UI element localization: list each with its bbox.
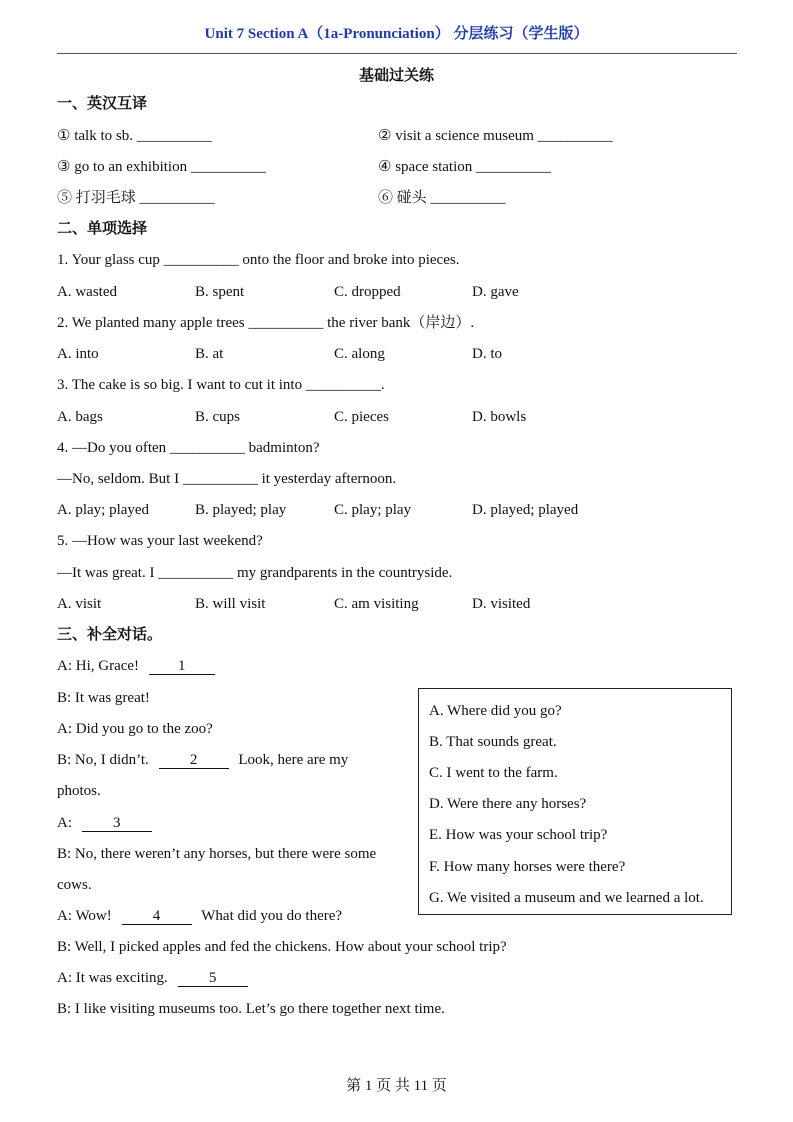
choice-e: E. How was your school trip?	[429, 827, 608, 843]
dialogue-line-12: B: I like visiting museums too. Let’s go there together next time.	[57, 1001, 445, 1017]
question-5-option-c[interactable]: C. am visiting	[334, 596, 419, 612]
dialogue-text: A: Wow!	[57, 908, 112, 924]
translate-item-5: ⑤ 打羽毛球 __________	[57, 190, 215, 206]
question-5-option-d[interactable]: D. visited	[472, 596, 531, 612]
question-4-option-b[interactable]: B. played; play	[195, 502, 287, 518]
section2-heading: 二、单项选择	[57, 221, 148, 237]
question-3-option-b[interactable]: B. cups	[195, 409, 240, 425]
answer-blank-4[interactable]: 4	[122, 908, 192, 925]
question-2-option-b[interactable]: B. at	[195, 346, 224, 362]
question-4-option-a[interactable]: A. play; played	[57, 502, 150, 518]
question-5-stem-reply: —It was great. I __________ my grandparents in the countryside.	[57, 565, 453, 581]
choice-f: F. How many horses were there?	[429, 859, 626, 875]
question-4-stem-reply: —No, seldom. But I __________ it yesterday afternoon.	[57, 471, 397, 487]
section1-heading: 一、英汉互译	[57, 96, 148, 112]
dialogue-text: A: Hi, Grace!	[57, 658, 140, 674]
dialogue-text: Look, here are my	[238, 752, 349, 768]
question-5-option-b[interactable]: B. will visit	[195, 596, 266, 612]
translate-item-6: ⑥ 碰头 __________	[378, 190, 506, 206]
question-1-stem: 1. Your glass cup __________ onto the floor and broke into pieces.	[57, 252, 460, 268]
choices-box	[418, 688, 732, 915]
dialogue-text: A:	[57, 815, 72, 831]
question-4-option-c[interactable]: C. play; play	[334, 502, 412, 518]
dialogue-line-2: B: It was great!	[57, 690, 150, 706]
dialogue-line-7: B: No, there weren’t any horses, but there were some	[57, 846, 377, 862]
document-header: Unit 7 Section A（1a-Pronunciation） 分层练习（学生版）	[204, 26, 589, 42]
choice-a: A. Where did you go?	[429, 703, 562, 719]
question-2-option-a[interactable]: A. into	[57, 346, 99, 362]
question-4-option-d[interactable]: D. played; played	[472, 502, 579, 518]
question-5-stem: 5. —How was your last weekend?	[57, 533, 263, 549]
question-3-option-d[interactable]: D. bowls	[472, 409, 527, 425]
choice-b: B. That sounds great.	[429, 734, 557, 750]
page-title: 基础过关练	[358, 68, 434, 84]
dialogue-line-10: B: Well, I picked apples and fed the chickens. How about your school trip?	[57, 939, 507, 955]
dialogue-line-1	[57, 656, 215, 676]
dialogue-line-9	[57, 906, 342, 926]
choice-c: C. I went to the farm.	[429, 765, 558, 781]
dialogue-line-11	[57, 968, 248, 988]
translate-item-4: ④ space station __________	[378, 159, 552, 175]
translate-item-3: ③ go to an exhibition __________	[57, 159, 266, 175]
question-1-option-c[interactable]: C. dropped	[334, 284, 401, 300]
question-2-option-c[interactable]: C. along	[334, 346, 385, 362]
choice-g: G. We visited a museum and we learned a lot.	[429, 890, 704, 906]
translate-item-2: ② visit a science museum __________	[378, 128, 613, 144]
answer-blank-2[interactable]: 2	[159, 752, 229, 769]
question-4-stem: 4. —Do you often __________ badminton?	[57, 440, 320, 456]
question-2-option-d[interactable]: D. to	[472, 346, 502, 362]
dialogue-line-3: A: Did you go to the zoo?	[57, 721, 213, 737]
dialogue-line-8: cows.	[57, 877, 92, 893]
dialogue-line-6	[57, 813, 152, 833]
answer-blank-1[interactable]: 1	[149, 658, 215, 675]
question-5-option-a[interactable]: A. visit	[57, 596, 102, 612]
question-1-option-b[interactable]: B. spent	[195, 284, 245, 300]
dialogue-text: What did you do there?	[201, 908, 343, 924]
dialogue-line-4	[57, 750, 348, 770]
question-3-stem: 3. The cake is so big. I want to cut it into __________.	[57, 377, 385, 393]
header-divider	[57, 53, 737, 54]
dialogue-line-5: photos.	[57, 783, 101, 799]
dialogue-text: B: No, I didn’t.	[57, 752, 149, 768]
answer-blank-5[interactable]: 5	[178, 970, 248, 987]
section3-heading: 三、补全对话。	[57, 627, 163, 643]
question-1-option-a[interactable]: A. wasted	[57, 284, 117, 300]
translate-item-1: ① talk to sb. __________	[57, 128, 212, 144]
page-number: 第 1 页 共 11 页	[346, 1078, 447, 1094]
dialogue-text: A: It was exciting.	[57, 970, 168, 986]
choice-d: D. Were there any horses?	[429, 796, 587, 812]
question-2-stem: 2. We planted many apple trees __________ the river bank（岸边）.	[57, 315, 475, 331]
question-3-option-c[interactable]: C. pieces	[334, 409, 389, 425]
question-3-option-a[interactable]: A. bags	[57, 409, 103, 425]
question-1-option-d[interactable]: D. gave	[472, 284, 519, 300]
answer-blank-3[interactable]: 3	[82, 815, 152, 832]
